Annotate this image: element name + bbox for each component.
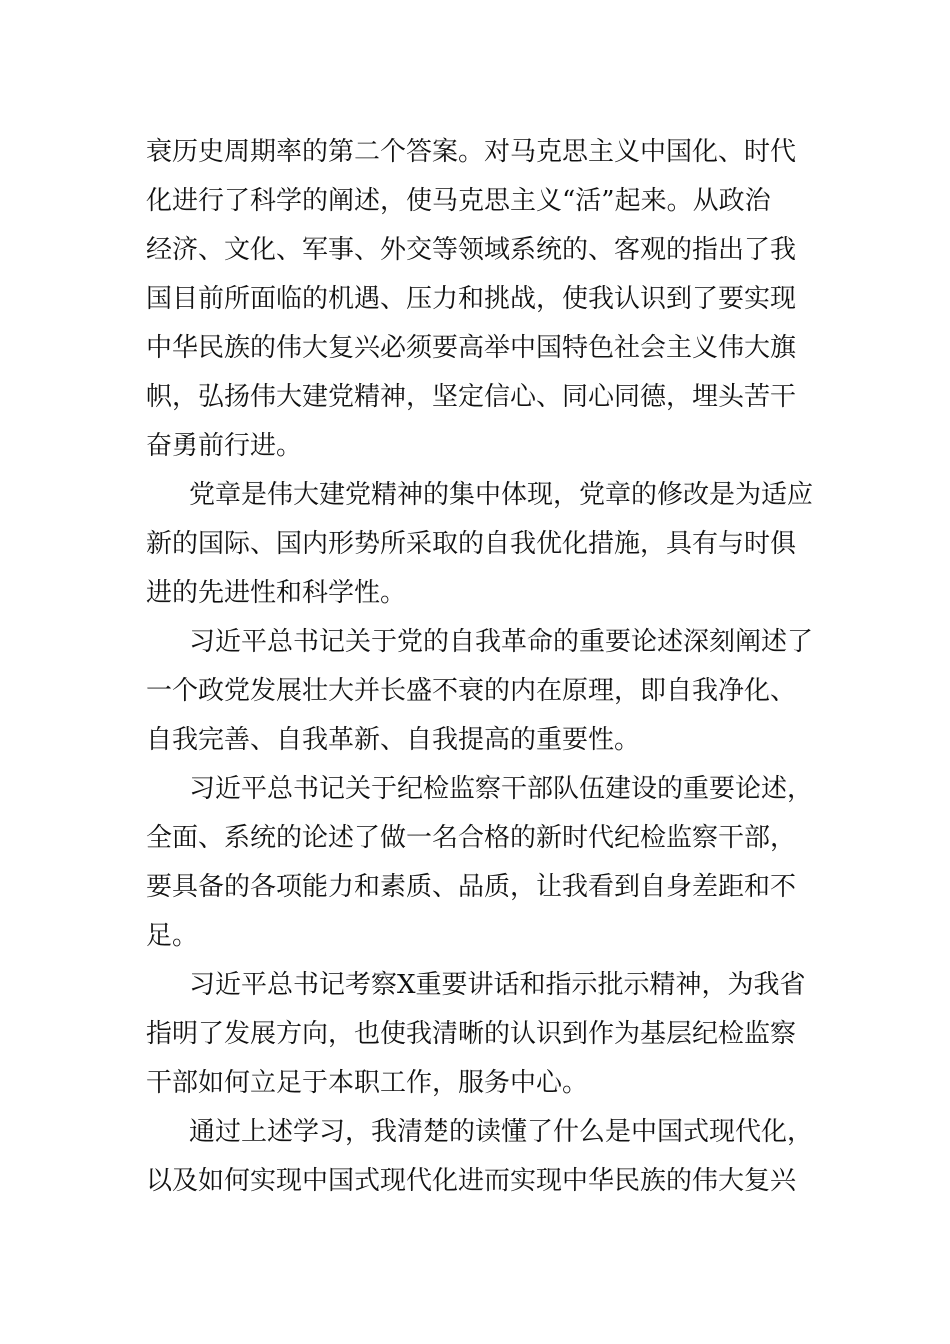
paragraph-first-line: 习近平总书记关于纪检监察干部队伍建设的重要论述，	[189, 774, 814, 804]
text-line: 自我完善、自我革新、自我提高的重要性。	[146, 725, 641, 755]
paragraph-first-line: 通过上述学习，我清楚的读懂了什么是中国式现代化，	[189, 1117, 814, 1147]
text-line: 以及如何实现中国式现代化进而实现中华民族的伟大复兴	[146, 1166, 797, 1196]
paragraph-first-line: 党章是伟大建党精神的集中体现，党章的修改是为适应	[189, 480, 814, 510]
text-line: 经济、文化、军事、外交等领域系统的、客观的指出了我	[146, 235, 797, 265]
paragraph-first-line: 习近平总书记关于党的自我革命的重要论述深刻阐述了	[189, 627, 814, 657]
text-line: 全面、系统的论述了做一名合格的新时代纪检监察干部，	[146, 823, 797, 853]
text-line: 指明了发展方向，也使我清晰的认识到作为基层纪检监察	[146, 1019, 797, 1049]
text-line: 进的先进性和科学性。	[146, 578, 407, 608]
text-line: 足。	[146, 921, 199, 951]
text-line: 化进行了科学的阐述，使马克思主义“活”起来。从政治	[146, 186, 771, 216]
text-line: 干部如何立足于本职工作，服务中心。	[146, 1068, 589, 1098]
text-line: 帜，弘扬伟大建党精神，坚定信心、同心同德，埋头苦干	[146, 382, 797, 412]
text-line: 国目前所面临的机遇、压力和挑战，使我认识到了要实现	[146, 284, 797, 314]
paragraph-first-line: 习近平总书记考察X重要讲话和指示批示精神，为我省	[189, 970, 806, 1000]
text-line: 新的国际、国内形势所采取的自我优化措施，具有与时俱	[146, 529, 797, 559]
body-text	[146, 128, 826, 1206]
text-line: 要具备的各项能力和素质、品质，让我看到自身差距和不	[146, 872, 797, 902]
text-line: 中华民族的伟大复兴必须要高举中国特色社会主义伟大旗	[146, 333, 797, 363]
text-line: 一个政党发展壮大并长盛不衰的内在原理，即自我净化、	[146, 676, 797, 706]
text-line: 衰历史周期率的第二个答案。对马克思主义中国化、时代	[146, 137, 797, 167]
text-line: 奋勇前行进。	[146, 431, 303, 461]
